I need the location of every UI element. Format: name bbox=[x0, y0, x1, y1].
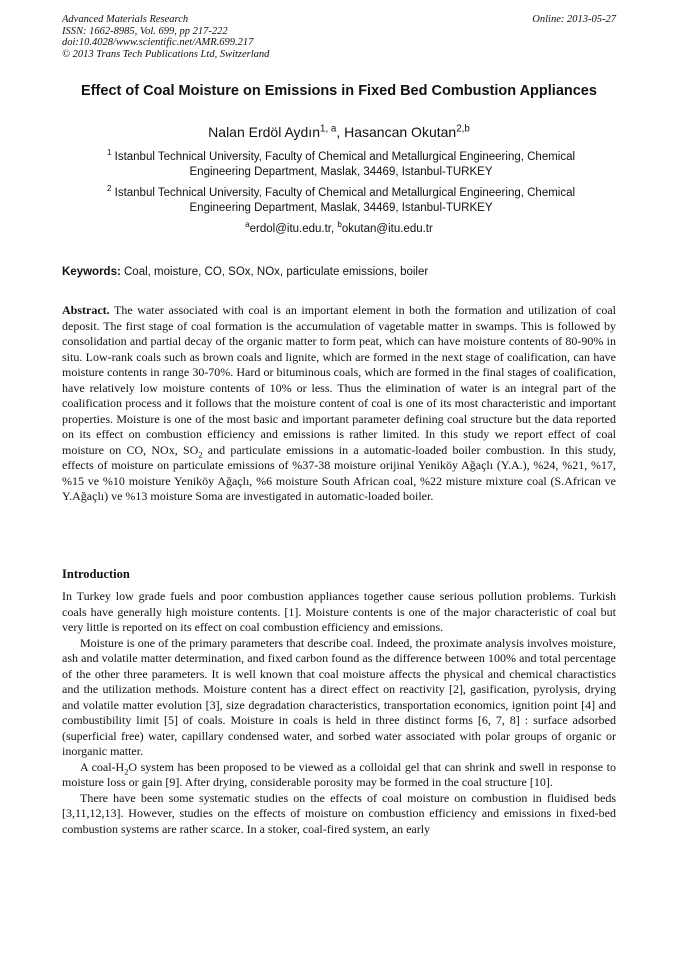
email-a-superscript: a bbox=[245, 220, 250, 230]
intro-p3-text-1: A coal-H bbox=[80, 759, 125, 774]
abstract-label: Abstract. bbox=[62, 303, 110, 317]
email-b-superscript: b bbox=[337, 220, 342, 230]
issn-line: ISSN: 1662-8985, Vol. 699, pp 217-222 bbox=[62, 25, 228, 37]
author-1: Nalan Erdöl Aydın bbox=[208, 124, 320, 140]
intro-paragraph-1: In Turkey low grade fuels and poor combustion appliances together cause serious pollution problems. Turkish coals have generally high moisture contents. [1]. Moisture contents is one of the major characteristic of coal but very little is reported on its effect on coal combustion efficiency and emissions. bbox=[62, 589, 616, 634]
abstract-text-1: The water associated with coal is an important element in both the formation and utilization of coal deposit. The first stage of coal formation is the accumulation of vagetable matter in swamps. This is followed by consolidation and partial decay of the organic matter to form peat, which can have moisture contents of 80-90% in situ. Low-rank coals such as brown coals and lignite, which are formed in the next stage of coalification, can have moisture contents in range 30-70%. Hard or bituminous coals, which are formed in the final stages of coalification, have relatively low moisture contents of 10% or less. Thus the elimination of water is an integral part of the coalification process and it follows that the moisture content of coal is one of its most characteristic and important properties. Moisture is one of the most basic and important parameter defining coal structure but the data reported on its effect on combustion efficiency and emissions is rather limited. In this study we report effect of coal moisture on CO, NOx, SO bbox=[62, 303, 616, 457]
email-a[interactable]: erdol@itu.edu.tr bbox=[249, 223, 331, 235]
email-line bbox=[62, 222, 616, 237]
abstract-section bbox=[62, 303, 616, 505]
intro-p3-text-2: O system has been proposed to be viewed as a colloidal gel that can shrink and swell in response to moisture loss or gain [9]. After drying, considerable porosity may be formed in the coal structure [10]. bbox=[62, 759, 616, 789]
abstract-text-2: and particulate emissions in a automatic-loaded boiler combustion. In this study, effects of moisture on particulate emissions of %37-38 moisture orijinal Yeniköy Ağaçlı (Y.A.), %24, %21, %17, %15 ve %10 moisture Yeniköy Ağaçlı, %6 moisture South African coal, %22 misture mixture coal (S.African ve Y.Ağaçlı) ve %13 moisture Soma are investigated in automatic-loaded boiler. bbox=[62, 442, 616, 503]
affiliation-2-text: Istanbul Technical University, Faculty of Chemical and Metallurgical Engineering, Chemical Engineering Department, Maslak, 34469, Istanbul-TURKEY bbox=[114, 187, 576, 214]
author-1-superscript: 1, a bbox=[320, 123, 337, 135]
author-2-superscript: 2,b bbox=[456, 123, 470, 135]
author-line bbox=[62, 123, 616, 141]
intro-paragraph-4: There have been some systematic studies on the effects of coal moisture on combustion in fluidised beds [3,11,12,13]. However, studies on the effects of moisture on combustion efficiency and emissions in fixed-bed combustion systems are rather scarce. In a stoker, coal-fired system, an early bbox=[62, 790, 616, 836]
journal-header bbox=[62, 14, 616, 60]
affiliation-1-text: Istanbul Technical University, Faculty of Chemical and Metallurgical Engineering, Chemical Engineering Department, Maslak, 34469, Istanbul-TURKEY bbox=[114, 151, 576, 178]
keywords-text: Coal, moisture, CO, SOx, NOx, particulate emissions, boiler bbox=[124, 266, 429, 278]
affiliation-1-number: 1 bbox=[106, 148, 112, 158]
online-date: Online: 2013-05-27 bbox=[532, 14, 616, 25]
keywords-label: Keywords: bbox=[62, 266, 121, 278]
keywords-line bbox=[62, 265, 616, 280]
affiliation-2-number: 2 bbox=[106, 184, 112, 194]
email-separator: , bbox=[331, 223, 338, 235]
author-separator: , bbox=[336, 124, 345, 140]
abstract-paragraph bbox=[62, 303, 616, 505]
intro-paragraph-2: Moisture is one of the primary parameters that describe coal. Indeed, the proximate analysis involves moisture, ash and volatile matter determination, and fixed carbon found as the difference between 100% and total percentage of the other three parameters. It is well known that coal moisture affects the physical and chemical charactistics and the utilization methods. Moisture content has a direct effect on reactivity [2], gasification, pyrolysis, drying and volatile matter evolution [3], size degradation characteristics, transportation economics, ignition point [4] and combustibility limit [5] of coals. Moisture in coals is held in three distinct forms [6, 7, 8] : surface adsorbed (superficial free) water, capillary condensed water, and sorbed water associated with polar groups of organic or inorganic matter. bbox=[62, 635, 616, 758]
intro-paragraph-3 bbox=[62, 760, 616, 791]
introduction-body bbox=[62, 589, 616, 837]
abstract-subscript: 2 bbox=[198, 449, 203, 459]
affiliation-1 bbox=[78, 150, 604, 180]
journal-name: Advanced Materials Research bbox=[62, 14, 189, 25]
intro-p3-subscript: 2 bbox=[124, 766, 129, 776]
paper-title: Effect of Coal Moisture on Emissions in Fixed Bed Combustion Appliances bbox=[81, 83, 597, 99]
copyright-line: © 2013 Trans Tech Publications Ltd, Switzerland bbox=[62, 48, 270, 60]
author-2: Hasancan Okutan bbox=[344, 124, 457, 140]
affiliation-2 bbox=[78, 186, 604, 216]
introduction-heading: Introduction bbox=[62, 567, 130, 581]
doi-line: doi:10.4028/www.scientific.net/AMR.699.217 bbox=[62, 37, 254, 48]
email-b[interactable]: okutan@itu.edu.tr bbox=[341, 223, 433, 235]
